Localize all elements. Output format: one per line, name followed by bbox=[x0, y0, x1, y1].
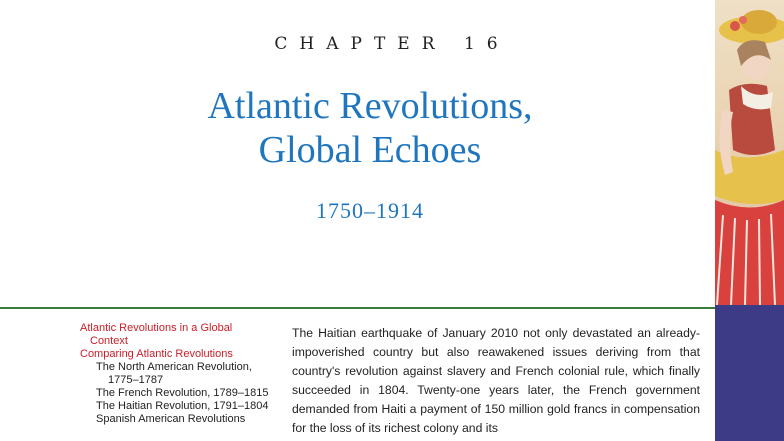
intro-paragraph: The Haitian earthquake of January 2010 not only devastated an already-impoverished country but also reawakened issues deriving from that country's revolution against slavery and French colonial rule, which finally succeeded in 1804. Twenty-one years later, the French government demanded from Haiti a payment of 150 million gold francs in compensation for the loss of its richest colony and its bbox=[292, 326, 700, 435]
section-divider bbox=[0, 307, 715, 309]
outline-item: The North American Revolution, bbox=[96, 361, 252, 373]
chapter-label bbox=[0, 34, 784, 54]
chapter-title-line1: Atlantic Revolutions, bbox=[207, 85, 533, 127]
chapter-word: CHAPTER bbox=[274, 34, 447, 54]
outline-item: Spanish American Revolutions bbox=[96, 413, 246, 425]
chapter-title bbox=[120, 84, 620, 172]
chapter-title-line2: Global Echoes bbox=[258, 129, 482, 171]
chapter-outline bbox=[80, 322, 280, 426]
purple-side-band bbox=[715, 305, 784, 441]
outline-item: Atlantic Revolutions in a Global bbox=[80, 322, 233, 334]
chapter-number: 16 bbox=[463, 34, 510, 54]
outline-item: 1775–1787 bbox=[108, 374, 164, 386]
outline-item: Context bbox=[90, 335, 128, 347]
outline-item: The Haitian Revolution, 1791–1804 bbox=[96, 400, 269, 412]
outline-item: Comparing Atlantic Revolutions bbox=[80, 348, 233, 360]
outline-item: The French Revolution, 1789–1815 bbox=[96, 387, 269, 399]
chapter-dates: 1750–1914 bbox=[316, 198, 424, 223]
